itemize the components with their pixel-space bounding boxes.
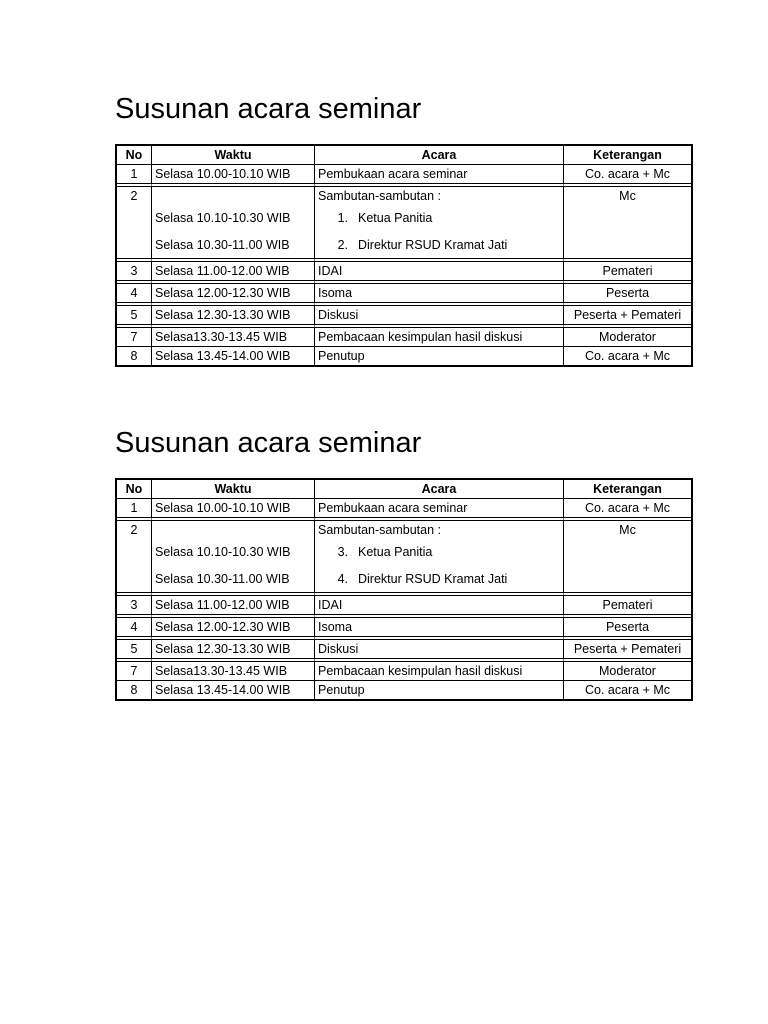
table-header-row bbox=[117, 146, 691, 165]
table-row bbox=[117, 262, 691, 284]
header-keterangan: Keterangan bbox=[564, 480, 691, 499]
schedule-section-2 bbox=[115, 424, 693, 701]
table-row bbox=[117, 640, 691, 662]
cell-waktu: Selasa 12.00-12.30 WIB bbox=[152, 618, 315, 640]
list-number: 1. bbox=[337, 211, 348, 225]
cell-waktu: Selasa 12.00-12.30 WIB bbox=[152, 284, 315, 306]
table-row bbox=[117, 328, 691, 347]
table-row bbox=[117, 306, 691, 328]
table-row bbox=[117, 165, 691, 187]
cell-waktu: Selasa 10.00-10.10 WIB bbox=[152, 165, 315, 187]
waktu-line: Selasa 10.30-11.00 WIB bbox=[155, 237, 290, 252]
table-row bbox=[117, 187, 691, 262]
list-text: Direktur RSUD Kramat Jati bbox=[358, 237, 508, 252]
list-item bbox=[318, 539, 560, 566]
table-row bbox=[117, 499, 691, 521]
schedule-section-1 bbox=[115, 90, 693, 367]
cell-no: 2 bbox=[117, 521, 152, 596]
cell-no: 8 bbox=[117, 347, 152, 365]
header-acara: Acara bbox=[315, 480, 564, 499]
table-row bbox=[117, 681, 691, 699]
list-number: 2. bbox=[337, 237, 348, 252]
cell-acara: Pembukaan acara seminar bbox=[315, 165, 564, 187]
cell-acara: Isoma bbox=[315, 618, 564, 640]
cell-keterangan: Moderator bbox=[564, 328, 691, 347]
cell-keterangan: Mc bbox=[564, 521, 691, 596]
cell-no: 1 bbox=[117, 499, 152, 521]
cell-keterangan: Peserta bbox=[564, 618, 691, 640]
table-header-row bbox=[117, 480, 691, 499]
cell-waktu: Selasa 12.30-13.30 WIB bbox=[152, 640, 315, 662]
cell-acara: IDAI bbox=[315, 262, 564, 284]
cell-keterangan: Pemateri bbox=[564, 262, 691, 284]
cell-keterangan: Peserta + Pemateri bbox=[564, 640, 691, 662]
list-text: Ketua Panitia bbox=[358, 211, 433, 225]
cell-waktu: Selasa 13.45-14.00 WIB bbox=[152, 347, 315, 365]
cell-waktu: Selasa 10.00-10.10 WIB bbox=[152, 499, 315, 521]
cell-acara: Isoma bbox=[315, 284, 564, 306]
cell-no: 8 bbox=[117, 681, 152, 699]
table-row bbox=[117, 596, 691, 618]
list-item bbox=[318, 232, 560, 259]
header-acara: Acara bbox=[315, 146, 564, 165]
cell-waktu: Selasa 12.30-13.30 WIB bbox=[152, 306, 315, 328]
cell-acara: Pembacaan kesimpulan hasil diskusi bbox=[315, 328, 564, 347]
cell-acara bbox=[315, 187, 564, 262]
cell-no: 2 bbox=[117, 187, 152, 262]
list-text: Direktur RSUD Kramat Jati bbox=[358, 571, 508, 586]
cell-acara: IDAI bbox=[315, 596, 564, 618]
cell-waktu: Selasa13.30-13.45 WIB bbox=[152, 662, 315, 681]
section-title: Susunan acara seminar bbox=[115, 93, 422, 125]
header-no: No bbox=[117, 146, 152, 165]
header-no: No bbox=[117, 480, 152, 499]
cell-no: 5 bbox=[117, 306, 152, 328]
cell-acara: Diskusi bbox=[315, 306, 564, 328]
list-number: 4. bbox=[337, 571, 348, 586]
acara-heading: Sambutan-sambutan : bbox=[318, 523, 441, 537]
waktu-line: Selasa 10.30-11.00 WIB bbox=[155, 571, 290, 586]
cell-keterangan: Co. acara + Mc bbox=[584, 349, 671, 363]
waktu-line: Selasa 10.10-10.30 WIB bbox=[155, 545, 291, 559]
cell-waktu: Selasa13.30-13.45 WIB bbox=[152, 328, 315, 347]
table-row bbox=[117, 662, 691, 681]
list-item bbox=[318, 205, 560, 232]
waktu-line bbox=[155, 521, 311, 539]
cell-keterangan: Moderator bbox=[564, 662, 691, 681]
header-keterangan: Keterangan bbox=[564, 146, 691, 165]
list-text: Ketua Panitia bbox=[358, 545, 433, 559]
cell-keterangan: Peserta bbox=[564, 284, 691, 306]
cell-keterangan: Mc bbox=[564, 187, 691, 262]
cell-waktu bbox=[152, 521, 315, 596]
table-row bbox=[117, 284, 691, 306]
cell-waktu: Selasa 11.00-12.00 WIB bbox=[152, 262, 315, 284]
schedule-table bbox=[115, 144, 693, 367]
header-waktu: Waktu bbox=[152, 480, 315, 499]
cell-acara: Diskusi bbox=[315, 640, 564, 662]
cell-no: 3 bbox=[117, 262, 152, 284]
cell-waktu: Selasa 11.00-12.00 WIB bbox=[152, 596, 315, 618]
table-row bbox=[117, 521, 691, 596]
waktu-line bbox=[155, 187, 311, 205]
table-row bbox=[117, 347, 691, 365]
cell-no: 4 bbox=[117, 284, 152, 306]
cell-no: 3 bbox=[117, 596, 152, 618]
section-title: Susunan acara seminar bbox=[115, 427, 422, 459]
cell-acara: Pembacaan kesimpulan hasil diskusi bbox=[315, 662, 564, 681]
cell-no: 7 bbox=[117, 662, 152, 681]
cell-acara: Penutup bbox=[315, 347, 564, 365]
cell-acara: Penutup bbox=[315, 681, 564, 699]
cell-no: 4 bbox=[117, 618, 152, 640]
cell-keterangan: Co. acara + Mc bbox=[584, 683, 671, 697]
list-number: 3. bbox=[337, 545, 348, 559]
schedule-table bbox=[115, 478, 693, 701]
waktu-line: Selasa 10.10-10.30 WIB bbox=[155, 211, 291, 225]
header-waktu: Waktu bbox=[152, 146, 315, 165]
cell-no: 7 bbox=[117, 328, 152, 347]
cell-no: 5 bbox=[117, 640, 152, 662]
list-item bbox=[318, 566, 560, 593]
cell-no: 1 bbox=[117, 165, 152, 187]
cell-keterangan: Co. acara + Mc bbox=[564, 165, 691, 187]
cell-keterangan: Pemateri bbox=[564, 596, 691, 618]
cell-acara: Pembukaan acara seminar bbox=[315, 499, 564, 521]
cell-waktu bbox=[152, 187, 315, 262]
acara-heading: Sambutan-sambutan : bbox=[318, 189, 441, 203]
cell-waktu: Selasa 13.45-14.00 WIB bbox=[152, 681, 315, 699]
table-row bbox=[117, 618, 691, 640]
cell-keterangan: Co. acara + Mc bbox=[564, 499, 691, 521]
cell-keterangan: Peserta + Pemateri bbox=[564, 306, 691, 328]
cell-acara bbox=[315, 521, 564, 596]
